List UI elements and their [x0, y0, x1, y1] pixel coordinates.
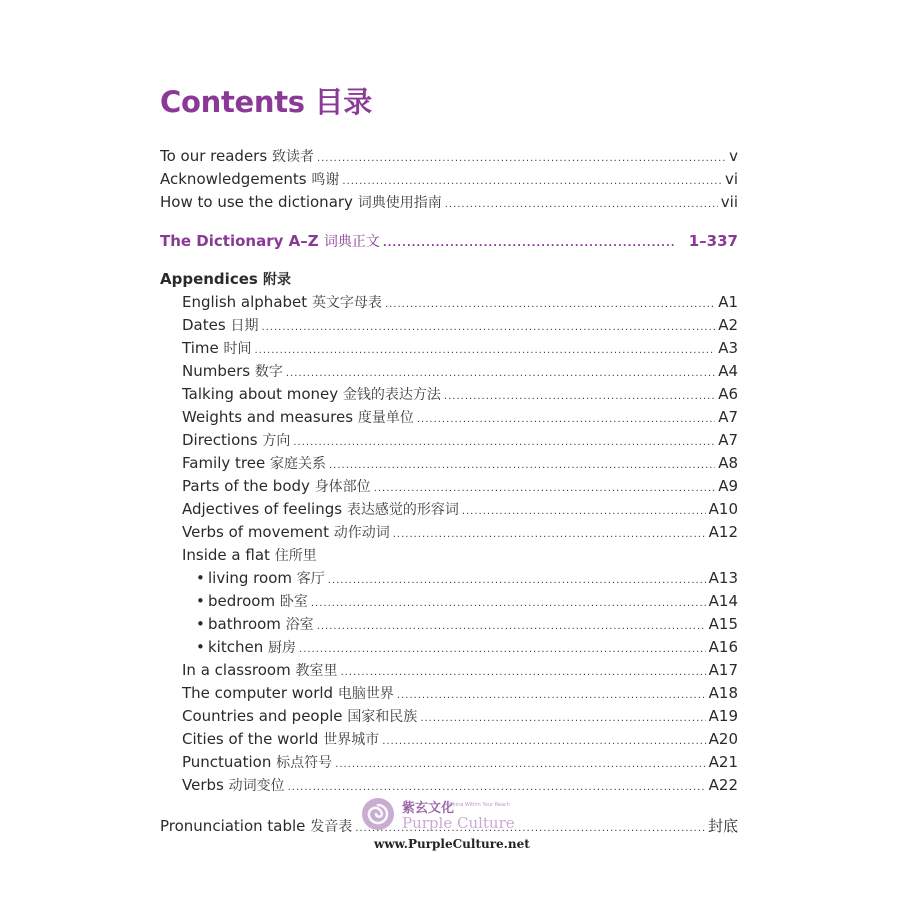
- entry-page: A15: [708, 615, 738, 633]
- entry-title: Adjectives of feelings: [182, 500, 343, 518]
- watermark-zh: 紫玄文化: [402, 801, 455, 816]
- entry-title-zh: 发音表: [310, 819, 353, 835]
- entry-title-zh: 身体部位: [314, 479, 371, 495]
- toc-entry: [160, 192, 738, 212]
- entry-page: A18: [708, 684, 738, 702]
- dot-leader: [420, 709, 705, 729]
- toc-entry: [160, 146, 738, 166]
- dot-leader: [417, 410, 715, 430]
- entry-page: A7: [718, 431, 738, 449]
- dot-leader: [329, 456, 715, 476]
- appendix-entry: [196, 614, 738, 634]
- dot-leader: [382, 732, 705, 752]
- appendix-entry: [182, 522, 738, 542]
- entry-title: Cities of the world: [182, 730, 319, 748]
- entry-title: To our readers: [160, 147, 268, 165]
- entry-title: Punctuation: [182, 753, 272, 771]
- dot-leader: [340, 663, 705, 683]
- entry-title-zh: 词典使用指南: [357, 195, 442, 211]
- entry-title-zh: 表达感觉的形容词: [346, 502, 459, 518]
- watermark: [360, 796, 550, 856]
- dot-leader: [397, 686, 706, 706]
- dot-leader: [299, 640, 706, 660]
- appendices-heading-en: Appendices: [160, 270, 258, 288]
- entry-title-zh: 教室里: [295, 663, 338, 679]
- bullet-icon: •: [196, 638, 205, 656]
- entry-title-zh: 厨房: [268, 640, 297, 656]
- dot-leader: [462, 502, 706, 522]
- entry-page: v: [729, 147, 738, 165]
- appendix-entry: [182, 545, 738, 565]
- entry-title-zh: 国家和民族: [347, 709, 418, 725]
- spiral-logo-icon: [360, 796, 396, 832]
- appendix-entry: [182, 729, 738, 749]
- entry-title-zh: 动作动词: [333, 525, 390, 541]
- dot-leader: [342, 172, 722, 192]
- entry-title-zh: 住所里: [274, 548, 317, 564]
- appendices-heading-zh: 附录: [263, 272, 292, 288]
- watermark-brand: Purple Culture: [402, 814, 515, 832]
- entry-page: A2: [718, 316, 738, 334]
- dot-leader: [293, 433, 715, 453]
- entry-title-zh: 卧室: [279, 594, 308, 610]
- entry-page: A17: [708, 661, 738, 679]
- entry-title: Verbs of movement: [182, 523, 329, 541]
- entry-title: bathroom: [208, 615, 281, 633]
- entry-title-zh: 方向: [262, 433, 291, 449]
- entry-title-zh: 世界城市: [323, 732, 380, 748]
- entry-title-zh: 鸣谢: [311, 172, 340, 188]
- entry-title: Dates: [182, 316, 226, 334]
- dot-leader: [288, 778, 706, 798]
- entry-title: Inside a flat: [182, 546, 270, 564]
- entry-page: A1: [718, 293, 738, 311]
- entry-title: living room: [208, 569, 292, 587]
- appendix-entry: [182, 660, 738, 680]
- bullet-icon: •: [196, 592, 205, 610]
- entry-title-zh: 标点符号: [276, 755, 333, 771]
- dot-leader: [385, 295, 715, 315]
- entry-title-zh: 电脑世界: [337, 686, 394, 702]
- bullet-icon: •: [196, 615, 205, 633]
- page-title: Contents 目录: [160, 85, 372, 119]
- dot-leader: [317, 617, 706, 637]
- dot-leader: [286, 364, 715, 384]
- entry-title-zh: 词典正文: [323, 234, 380, 250]
- toc-entry-dictionary: [160, 231, 738, 251]
- dot-leader: [335, 755, 706, 775]
- entry-title: Time: [182, 339, 219, 357]
- appendices-heading: [160, 269, 291, 290]
- dot-leader: [311, 594, 706, 614]
- appendix-entry: [182, 315, 738, 335]
- entry-page: A7: [718, 408, 738, 426]
- entry-title: In a classroom: [182, 661, 291, 679]
- entry-title-zh: 日期: [230, 318, 259, 334]
- entry-title: Family tree: [182, 454, 266, 472]
- entry-title: Pronunciation table: [160, 817, 306, 835]
- dot-leader: [328, 571, 706, 591]
- entry-title-zh: 动词变位: [228, 778, 285, 794]
- entry-title-zh: 浴室: [285, 617, 314, 633]
- appendix-entry: [182, 453, 738, 473]
- appendix-entry: [182, 407, 738, 427]
- entry-page: A12: [708, 523, 738, 541]
- entry-title: The computer world: [182, 684, 334, 702]
- entry-title: English alphabet: [182, 293, 308, 311]
- entry-page: A13: [708, 569, 738, 587]
- appendix-entry: [182, 292, 738, 312]
- dot-leader: [383, 234, 675, 254]
- entry-page: 1–337: [688, 232, 738, 250]
- appendix-entry: [182, 752, 738, 772]
- entry-title-zh: 度量单位: [357, 410, 414, 426]
- entry-page: A19: [708, 707, 738, 725]
- entry-page: A16: [708, 638, 738, 656]
- entry-page: vi: [724, 170, 738, 188]
- entry-page: A10: [708, 500, 738, 518]
- entry-page: A3: [718, 339, 738, 357]
- entry-page: A20: [708, 730, 738, 748]
- entry-page: 封底: [707, 817, 738, 835]
- watermark-url: www.PurpleCulture.net: [374, 837, 530, 851]
- toc-entry: [160, 169, 738, 189]
- watermark-tagline: A China Within Your Reach: [444, 802, 510, 808]
- entry-title-zh: 数字: [254, 364, 283, 380]
- entry-page: A4: [718, 362, 738, 380]
- appendix-entry: [182, 361, 738, 381]
- entry-page: A22: [708, 776, 738, 794]
- entry-title: kitchen: [208, 638, 264, 656]
- appendix-entry: [182, 706, 738, 726]
- entry-title-zh: 金钱的表达方法: [342, 387, 441, 403]
- entry-title-zh: 致读者: [271, 149, 314, 165]
- dot-leader: [317, 149, 726, 169]
- entry-title: Numbers: [182, 362, 251, 380]
- dot-leader: [444, 387, 715, 407]
- entry-title: bedroom: [208, 592, 276, 610]
- appendix-entry: [182, 775, 738, 795]
- entry-title-zh: 客厅: [296, 571, 325, 587]
- entry-title: Countries and people: [182, 707, 343, 725]
- appendix-entry: [196, 637, 738, 657]
- dot-leader: [374, 479, 716, 499]
- appendix-entry: [182, 476, 738, 496]
- entry-page: A21: [708, 753, 738, 771]
- entry-title: Directions: [182, 431, 258, 449]
- appendix-entry: [182, 338, 738, 358]
- dot-leader: [261, 318, 715, 338]
- entry-page: vii: [720, 193, 738, 211]
- entry-title-zh: 家庭关系: [270, 456, 326, 472]
- entry-page: A14: [708, 592, 738, 610]
- appendix-entry: [182, 384, 738, 404]
- entry-title: Weights and measures: [182, 408, 354, 426]
- appendix-entry: [196, 568, 738, 588]
- entry-title: Acknowledgements: [160, 170, 307, 188]
- entry-page: A6: [718, 385, 738, 403]
- bullet-icon: •: [196, 569, 205, 587]
- appendix-entry: [196, 591, 738, 611]
- entry-title-zh: 英文字母表: [311, 295, 382, 311]
- appendix-entry: [182, 683, 738, 703]
- entry-title: Verbs: [182, 776, 224, 794]
- dot-leader: [393, 525, 706, 545]
- dot-leader: [445, 195, 718, 215]
- entry-page: A9: [718, 477, 738, 495]
- appendix-entry: [182, 499, 738, 519]
- entry-page: A8: [718, 454, 738, 472]
- dot-leader: [255, 341, 716, 361]
- entry-title: Talking about money: [182, 385, 339, 403]
- entry-title-zh: 时间: [223, 341, 252, 357]
- entry-title: How to use the dictionary: [160, 193, 353, 211]
- appendix-entry: [182, 430, 738, 450]
- entry-title: The Dictionary A–Z: [160, 232, 319, 250]
- entry-title: Parts of the body: [182, 477, 310, 495]
